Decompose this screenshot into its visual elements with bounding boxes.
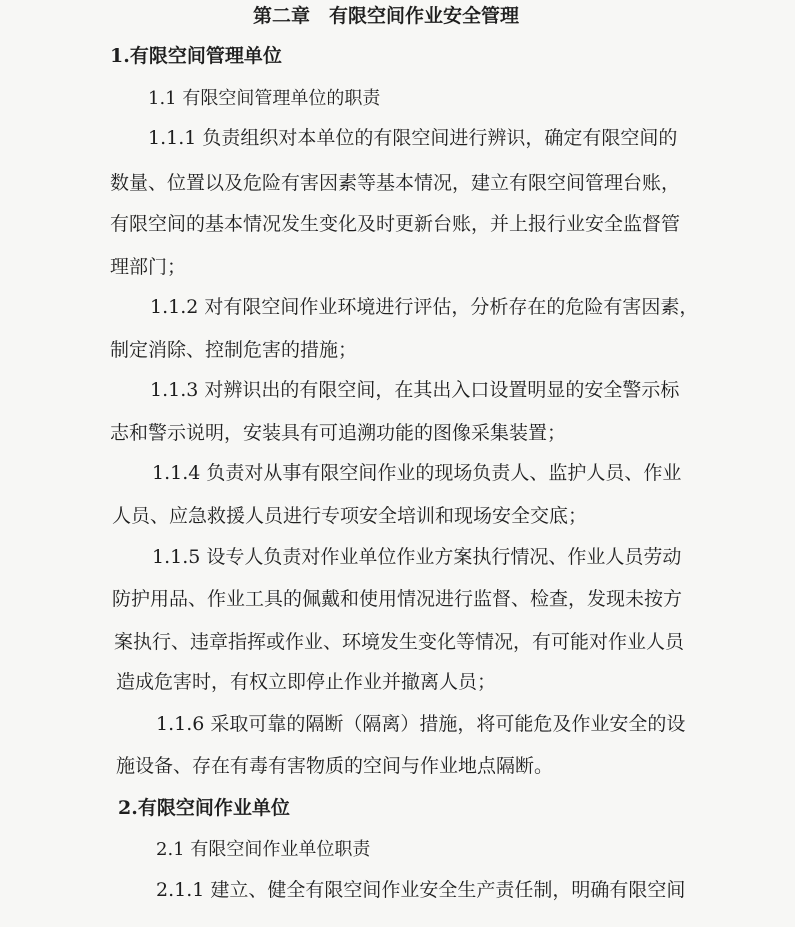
- paragraph-line: 案执行、违章指挥或作业、环境发生变化等情况，有可能对作业人员: [114, 631, 685, 653]
- paragraph-line: 1.1.5 设专人负责对作业单位作业方案执行情况、作业人员劳动: [152, 546, 682, 568]
- subsection-heading: 2.1 有限空间作业单位职责: [156, 839, 371, 860]
- paragraph-line: 1.1.2 对有限空间作业环境进行评估，分析存在的危险有害因素，: [150, 296, 699, 318]
- section-heading: 1.有限空间管理单位: [110, 45, 282, 67]
- paragraph-line: 1.1.4 负责对从事有限空间作业的现场负责人、监护人员、作业: [152, 462, 682, 484]
- paragraph-line: 施设备、存在有毒有害物质的空间与作业地点隔断。: [116, 755, 554, 777]
- paragraph-line: 制定消除、控制危害的措施；: [110, 339, 358, 361]
- paragraph-line: 1.1.3 对辨识出的有限空间，在其出入口设置明显的安全警示标: [150, 379, 680, 401]
- paragraph-line: 志和警示说明，安装具有可追溯功能的图像采集装置；: [110, 422, 567, 444]
- paragraph-line: 1.1.6 采取可靠的隔断（隔离）措施，将可能危及作业安全的设: [156, 713, 686, 735]
- subsection-heading: 1.1 有限空间管理单位的职责: [148, 88, 381, 109]
- paragraph-line: 理部门；: [110, 256, 187, 278]
- paragraph-line: 有限空间的基本情况发生变化及时更新台账，并上报行业安全监督管: [110, 213, 681, 235]
- paragraph-line: 防护用品、作业工具的佩戴和使用情况进行监督、检查，发现未按方: [112, 588, 683, 610]
- chapter-title: 第二章 有限空间作业安全管理: [253, 5, 520, 27]
- paragraph-line: 数量、位置以及危险有害因素等基本情况，建立有限空间管理台账，: [110, 172, 681, 194]
- paragraph-line: 1.1.1 负责组织对本单位的有限空间进行辨识，确定有限空间的: [148, 127, 678, 149]
- paragraph-line: 2.1.1 建立、健全有限空间作业安全生产责任制，明确有限空间: [156, 879, 686, 901]
- section-heading: 2.有限空间作业单位: [118, 797, 290, 819]
- paragraph-line: 人员、应急救援人员进行专项安全培训和现场安全交底；: [112, 505, 588, 527]
- paragraph-line: 造成危害时，有权立即停止作业并撤离人员；: [116, 671, 497, 693]
